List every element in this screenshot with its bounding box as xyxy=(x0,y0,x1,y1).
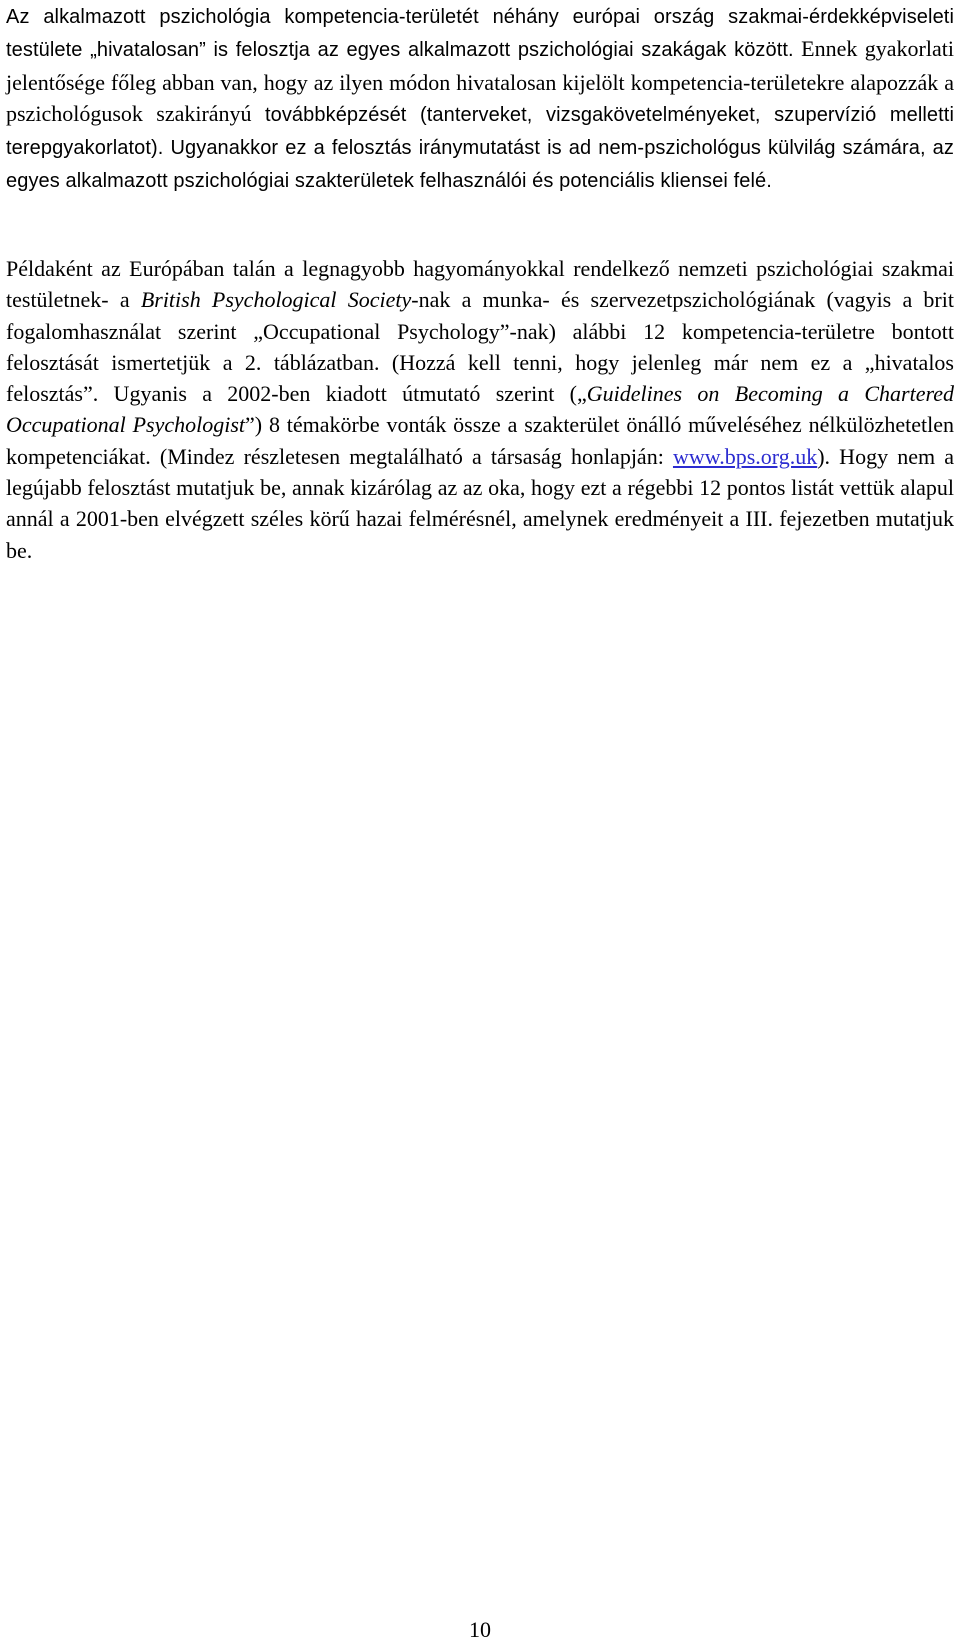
guidelines-title-italic: Guidelines on Becoming a Chartered Occupational Psychologist xyxy=(6,381,955,438)
paragraph-example xyxy=(6,253,954,566)
page-number: 10 xyxy=(469,1617,491,1642)
society-name-italic: British Psychological Society xyxy=(140,287,412,313)
paragraph-intro-sentence-3: továbbképzését (tanterveket, vizsgakövetelményeket, szupervízió melletti terepgyakorlatot). xyxy=(6,103,955,160)
paragraph-intro-sentence-2: Ennek gyakorlati jelentősége főleg abban van, hogy az ilyen módon hivatalosan kijelölt kompetencia-területekre alapozzák a pszichológusok szakirányú xyxy=(6,36,954,126)
paragraph-intro-sentence-4: Ugyanakkor ez a felosztás iránymutatást is ad nem-pszichológus külvilág számára, az egyes alkalmazott pszichológiai szakterületek felhasználói és potenciális kliensei felé. xyxy=(6,137,954,193)
document-page xyxy=(6,0,954,1647)
paragraph-example-text-2: -nak a munka- és szervezetpszichológiának (vagyis a brit fogalomhasználat szerint „Occupational Psychology”-nak) alábbi 12 kompetencia-területre bontott felosztását ismertetjük a 2. táblázatban. (Hozzá kell tenni, hogy jelenleg már nem ez a „hivatalos felosztás”. Ugyanis a 2002-ben kiadott útmutató szerint („ xyxy=(6,287,954,407)
paragraph-example-text-3: ”) 8 témakörbe vonták össze a szakterület önálló műveléséhez nélkülözhetetlen kompetenciákat. (Mindez részletesen megtalálható a társaság honlapján: xyxy=(6,412,954,469)
paragraph-intro xyxy=(6,0,954,198)
paragraph-example-text-1: Példaként az Európában talán a legnagyobb hagyományokkal rendelkező nemzeti pszichológiai szakmai testületnek- a xyxy=(6,256,954,313)
paragraph-example-text-4: ). Hogy nem a legújabb felosztást mutatjuk be, annak kizárólag az az oka, hogy ezt a régebbi 12 pontos listát vettük alapul annál a 2001-ben elvégzett széles körű hazai felmérésnél, amelynek eredményeit a III. fejezetben mutatjuk be. xyxy=(6,443,955,563)
paragraph-intro-sentence-1: Az alkalmazott pszichológia kompetencia-területét néhány európai ország szakmai-érdekképviseleti testülete „hivatalosan” is felosztja az egyes alkalmazott pszichológiai szakágak között. xyxy=(6,6,954,62)
bps-website-link[interactable]: www.bps.org.uk xyxy=(672,443,818,469)
